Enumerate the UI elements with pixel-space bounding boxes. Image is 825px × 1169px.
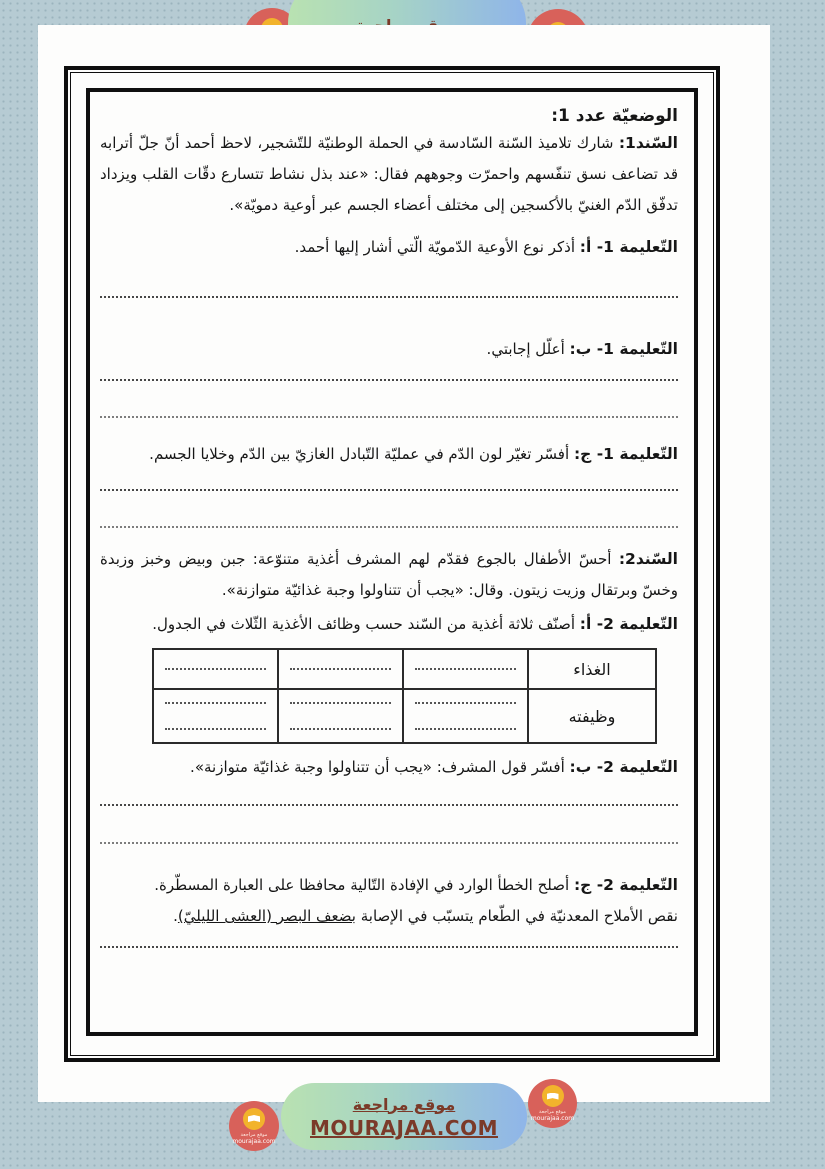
site-logo-badge bbox=[528, 1079, 577, 1128]
answer-line bbox=[100, 946, 678, 948]
exam-content bbox=[90, 92, 686, 1024]
instruction-1a-text: أذكر نوع الأوعية الدّمويّة الّتي أشار إليها أحمد. bbox=[294, 238, 576, 256]
answer-cell bbox=[403, 649, 528, 689]
instruction-2c-text: أصلح الخطأ الوارد في الإفادة التّالية محافظا على العبارة المسطّرة. bbox=[154, 876, 570, 894]
instruction-2b-label: التّعليمة 2- ب: bbox=[569, 758, 678, 776]
instruction-1c bbox=[100, 439, 678, 469]
answer-line bbox=[100, 526, 678, 528]
logo-caption-domain: mourajaa.com bbox=[232, 1137, 276, 1145]
instruction-1b-label: التّعليمة 1- ب: bbox=[569, 340, 678, 358]
support2-label: السّند2: bbox=[618, 550, 678, 568]
instruction-2b bbox=[100, 752, 678, 782]
instruction-2a-label: التّعليمة 2- أ: bbox=[579, 615, 678, 633]
instruction-2c bbox=[100, 870, 678, 932]
answer-line bbox=[100, 804, 678, 806]
instruction-1b bbox=[100, 334, 678, 364]
logo-caption-ar: موقع مراجعة bbox=[539, 1109, 566, 1115]
site-logo-badge bbox=[229, 1101, 279, 1151]
logo-caption-ar: موقع مراجعة bbox=[240, 1131, 268, 1138]
site-domain-link[interactable]: MOURAJAA.COM bbox=[310, 1115, 498, 1140]
instruction-2c-sentence: نقص الأملاح المعدنيّة في الطّعام يتسبّب في الإصابة bbox=[355, 907, 678, 925]
exam-title: الوضعيّة عدد 1: bbox=[551, 106, 678, 126]
table-row-food bbox=[153, 649, 656, 689]
support1-text: شارك تلاميذ السّنة السّادسة في الحملة الوطنيّة للتّشجير، لاحظ أحمد أنّ جلّ أترابه قد تضاعف نسق تنفّسهم واحمرّت وجوههم فقال: «عند بذل نشاط تتسارع دقّات القلب ويزداد تدفّق الدّم الغنيّ بالأكسجين إلى مختلف أعضاء الجسم عبر أوعية دمويّة». bbox=[100, 134, 678, 214]
answer-line bbox=[100, 296, 678, 298]
support1-label: السّند1: bbox=[618, 134, 678, 152]
open-book-icon bbox=[243, 1108, 265, 1130]
answer-cell bbox=[403, 689, 528, 743]
support2-paragraph bbox=[100, 544, 678, 606]
food-classification-table bbox=[152, 648, 657, 744]
row-header-food: الغذاء bbox=[528, 649, 656, 689]
open-book-icon bbox=[542, 1085, 564, 1107]
instruction-1b-text: أعلّل إجابتي. bbox=[486, 340, 565, 358]
instruction-1c-text: أفسّر تغيّر لون الدّم في عمليّة التّبادل الغازيّ بين الدّم وخلايا الجسم. bbox=[149, 445, 570, 463]
answer-cell bbox=[153, 649, 278, 689]
instruction-1a-label: التّعليمة 1- أ: bbox=[579, 238, 678, 256]
instruction-2a-text: أصنّف ثلاثة أغذية من السّند حسب وظائف الأغذية الثّلاث في الجدول. bbox=[152, 615, 576, 633]
instruction-1c-label: التّعليمة 1- ج: bbox=[573, 445, 678, 463]
answer-line bbox=[100, 379, 678, 381]
instruction-1a bbox=[100, 232, 678, 262]
site-banner-bottom bbox=[281, 1083, 527, 1150]
answer-line bbox=[100, 416, 678, 418]
answer-cell bbox=[153, 689, 278, 743]
table-row-function bbox=[153, 689, 656, 743]
support1-paragraph bbox=[100, 128, 678, 221]
answer-line bbox=[100, 489, 678, 491]
answer-cell bbox=[278, 689, 403, 743]
logo-caption-domain: mourajaa.com bbox=[530, 1115, 575, 1122]
row-header-function: وظيفته bbox=[528, 689, 656, 743]
support2-text: أحسّ الأطفال بالجوع فقدّم لهم المشرف أغذية متنوّعة: جبن وبيض وخبز وزبدة وخسّ وبرتقال وزيت زيتون. وقال: «يجب أن تتناولوا وجبة غذائيّة متوازنة». bbox=[100, 550, 678, 599]
answer-line bbox=[100, 842, 678, 844]
answer-cell bbox=[278, 649, 403, 689]
instruction-2b-text: أفسّر قول المشرف: «يجب أن تتناولوا وجبة غذائيّة متوازنة». bbox=[190, 758, 565, 776]
site-name-arabic: موقع مراجعة bbox=[352, 1094, 456, 1114]
instruction-2c-underlined: بضعف البصر (العشى الليليّ) bbox=[177, 907, 356, 925]
instruction-2c-period: . bbox=[173, 907, 178, 925]
instruction-2a bbox=[100, 609, 678, 639]
instruction-2c-label: التّعليمة 2- ج: bbox=[573, 876, 678, 894]
